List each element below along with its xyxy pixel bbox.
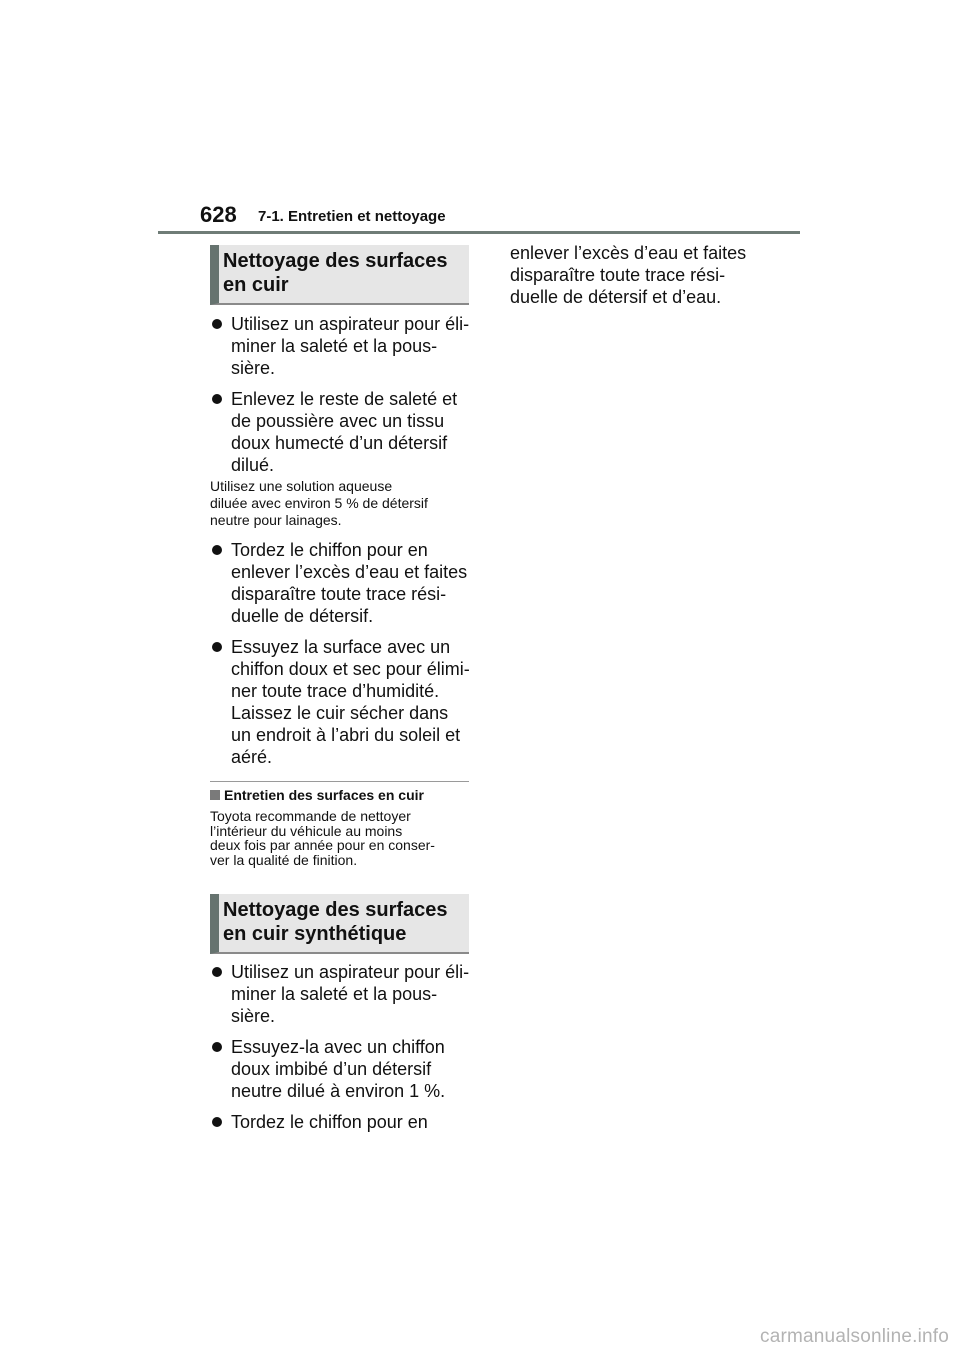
divider — [210, 781, 469, 782]
heading-leather — [210, 245, 469, 305]
list-item — [212, 313, 474, 379]
heading-leather-line1: Nettoyage des surfaces — [223, 250, 448, 272]
synthetic-continuation — [510, 242, 770, 308]
list-item — [212, 1111, 474, 1133]
line: miner la saleté et la pous- — [231, 984, 438, 1004]
list-item — [212, 636, 474, 768]
care-body — [210, 809, 472, 867]
line: Tordez le chiffon pour en — [231, 1112, 428, 1132]
line: sière. — [231, 1006, 276, 1026]
leather-bullets-2 — [212, 539, 474, 768]
leather-note — [210, 478, 472, 529]
line: enlever l’excès d’eau et faites — [510, 243, 747, 263]
line: neutre dilué à environ 1 %. — [231, 1081, 446, 1101]
line: de poussière avec un tissu — [231, 411, 445, 431]
line: Laissez le cuir sécher dans — [231, 703, 449, 723]
note-line: deux fois par année pour en conser- — [210, 837, 435, 853]
note-line: ver la qualité de finition. — [210, 851, 358, 868]
line: duelle de détersif. — [231, 606, 374, 626]
line: enlever l’excès d’eau et faites — [231, 562, 468, 582]
line: Tordez le chiffon pour en — [231, 540, 428, 560]
line: aéré. — [231, 747, 273, 767]
bullet-icon — [212, 394, 222, 404]
line: sière. — [231, 358, 276, 378]
heading-synthetic — [210, 894, 469, 954]
bullet-icon — [212, 319, 222, 329]
list-item — [212, 1036, 474, 1102]
line: Utilisez un aspirateur pour éli- — [231, 314, 470, 334]
care-title-text: Entretien des surfaces en cuir — [224, 787, 424, 803]
note-line: neutre pour lainages. — [210, 512, 342, 528]
line: un endroit à l’abri du soleil et — [231, 725, 461, 745]
note-line: diluée avec environ 5 % de détersif — [210, 495, 428, 511]
line: Essuyez la surface avec un — [231, 637, 451, 657]
bullet-icon — [212, 545, 222, 555]
bullet-icon — [212, 967, 222, 977]
note-line: l’intérieur du véhicule au moins — [210, 822, 403, 839]
line: doux humecté d’un détersif — [231, 433, 448, 453]
list-item — [212, 961, 474, 1027]
line: Essuyez-la avec un chiffon — [231, 1037, 445, 1057]
bullet-icon — [212, 1042, 222, 1052]
heading-synthetic-line2: en cuir synthétique — [223, 923, 407, 945]
line: duelle de détersif et d’eau. — [510, 287, 722, 307]
section-title: 7-1. Entretien et nettoyage — [258, 208, 446, 225]
line: disparaître toute trace rési- — [510, 265, 726, 285]
watermark: carmanualsonline.info — [760, 1326, 950, 1347]
note-line: Toyota recommande de nettoyer — [210, 808, 411, 824]
synthetic-bullets — [212, 961, 474, 1133]
line: dilué. — [231, 455, 275, 475]
page-number: 628 — [200, 202, 237, 227]
bullet-icon — [212, 642, 222, 652]
leather-bullets — [212, 313, 474, 486]
list-item — [212, 388, 474, 476]
square-icon — [210, 790, 220, 800]
header-rule — [158, 231, 800, 234]
heading-leather-line2: en cuir — [223, 274, 289, 296]
list-item — [212, 539, 474, 627]
line: miner la saleté et la pous- — [231, 336, 438, 356]
care-title — [210, 787, 472, 804]
line: Utilisez un aspirateur pour éli- — [231, 962, 470, 982]
bullet-icon — [212, 1117, 222, 1127]
line: doux imbibé d’un détersif — [231, 1059, 432, 1079]
line: ner toute trace d’humidité. — [231, 681, 440, 701]
line: Enlevez le reste de saleté et — [231, 389, 458, 409]
line: disparaître toute trace rési- — [231, 584, 447, 604]
line: chiffon doux et sec pour élimi- — [231, 659, 470, 679]
note-line: Utilisez une solution aqueuse — [210, 478, 393, 494]
heading-synthetic-line1: Nettoyage des surfaces — [223, 899, 448, 921]
